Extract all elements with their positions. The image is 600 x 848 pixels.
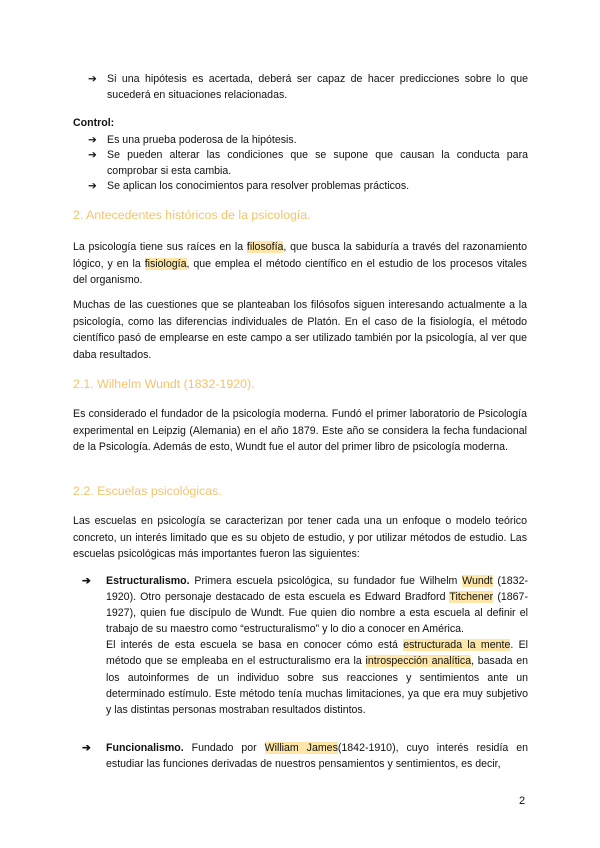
text-run: El interés de esta escuela se basa en conocer cómo está	[106, 639, 404, 652]
highlight-titchener: Titchener	[449, 591, 494, 604]
estructuralismo-title: Estructuralismo.	[106, 575, 190, 587]
funcionalismo-text	[106, 740, 528, 772]
funcionalismo-title: Funcionalismo.	[106, 742, 184, 754]
control-bullet-2	[88, 148, 528, 180]
estructuralismo-text-2	[106, 637, 528, 717]
bullet-text: Es una prueba poderosa de la hipótesis.	[107, 134, 297, 146]
arrow-icon: ➔	[82, 742, 91, 754]
control-bullet-3	[88, 179, 528, 195]
highlight-filosofia: filosofía	[246, 241, 284, 253]
page-number: 2	[519, 795, 526, 807]
bullet-text: Se aplican los conocimientos para resolver problemas prácticos.	[107, 180, 410, 192]
hypothesis-bullet	[88, 72, 528, 104]
highlight-william-james: William James	[264, 742, 338, 754]
text-run: La psicología tiene sus raíces en la	[73, 241, 247, 253]
arrow-icon: ➔	[88, 149, 97, 161]
text-run: , que busca la sabiduría a través del razonamiento lógico, y en la	[73, 241, 527, 270]
section-2-paragraph-1	[73, 239, 527, 289]
highlight-estructurada-la-mente: estructurada la mente	[403, 639, 511, 652]
text-run: Fundado por	[183, 742, 265, 754]
text-run: Primera escuela psicológica, su fundador fue Wilhelm	[189, 575, 463, 587]
section-2-2-paragraph: Las escuelas en psicología se caracterizan por tener cada una un enfoque o modelo teórico concreto, un interés limitado que es su objeto de estudio, y por utilizar métodos de estudio. Las escuelas psicológicas más importantes fueron las siguientes:	[73, 515, 527, 561]
bullet-text: Si una hipótesis es acertada, deberá ser capaz de hacer predicciones sobre lo que sucederá en situaciones relacionadas.	[107, 73, 528, 101]
funcionalismo-item	[82, 740, 528, 772]
section-2-1-paragraph: Es considerado el fundador de la psicología moderna. Fundó el primer laboratorio de Psicología experimental en Leipzig (Alemania) en el año 1879. Este año se considera la fecha fundacional de la Psicología. Además de esto, Wundt fue el autor del primer libro de psicología moderna.	[73, 408, 527, 454]
text-run: (1867-1927), quien fue discípulo de Wundt. Fue quien dio nombre a esta escuela al definir el trabajo de su maestro como “estructuralismo” y lo dio a conocer en América.	[106, 591, 528, 636]
arrow-icon: ➔	[88, 180, 97, 192]
text-run: (1842-1910), cuyo interés residía en estudiar las funciones derivadas de nuestros pensamientos y sentimientos, es decir,	[106, 742, 528, 771]
section-2-1-heading: 2.1. Wilhelm Wundt (1832-1920).	[73, 377, 255, 391]
text-run: . El método que se empleaba en el estructuralismo era la	[106, 639, 528, 668]
section-2-heading: 2. Antecedentes históricos de la psicología.	[73, 208, 311, 222]
highlight-wundt: Wundt	[462, 575, 493, 587]
section-2-2-heading: 2.2. Escuelas psicológicas.	[73, 484, 222, 498]
text-run: (1832-1920). Otro personaje destacado de esta escuela es Edward Bradford	[106, 575, 528, 604]
highlight-introspeccion-analitica: introspección analítica	[365, 655, 472, 668]
arrow-icon: ➔	[88, 134, 97, 146]
bullet-text: Se pueden alterar las condiciones que se supone que causan la conducta para comprobar si esta cambia.	[107, 149, 528, 177]
arrow-icon: ➔	[82, 575, 91, 587]
section-2-paragraph-2: Muchas de las cuestiones que se planteaban los filósofos siguen interesando actualmente a la psicología, como las diferencias individuales de Platón. En el caso de la fisiología, el método científico pasó de emplearse en este campo a ser utilizado también por la psicología, al ver que daba resultados.	[73, 299, 527, 361]
control-label: Control:	[73, 117, 115, 129]
arrow-icon: ➔	[88, 73, 97, 85]
text-run: , basada en los autoinformes de un individuo sobre sus reacciones y sentimientos ante un determinado estímulo. Este método tenía muchas limitaciones, ya que era muy subjetivo y las distintas personas mostraban resultados distintos.	[106, 655, 528, 716]
highlight-fisiologia: fisiología	[144, 257, 187, 270]
estructuralismo-item	[82, 573, 528, 718]
text-run: , que emplea el método científico en el estudio de los procesos vitales del organismo.	[73, 257, 527, 287]
control-bullet-1	[88, 133, 528, 149]
estructuralismo-text-1	[106, 573, 528, 637]
